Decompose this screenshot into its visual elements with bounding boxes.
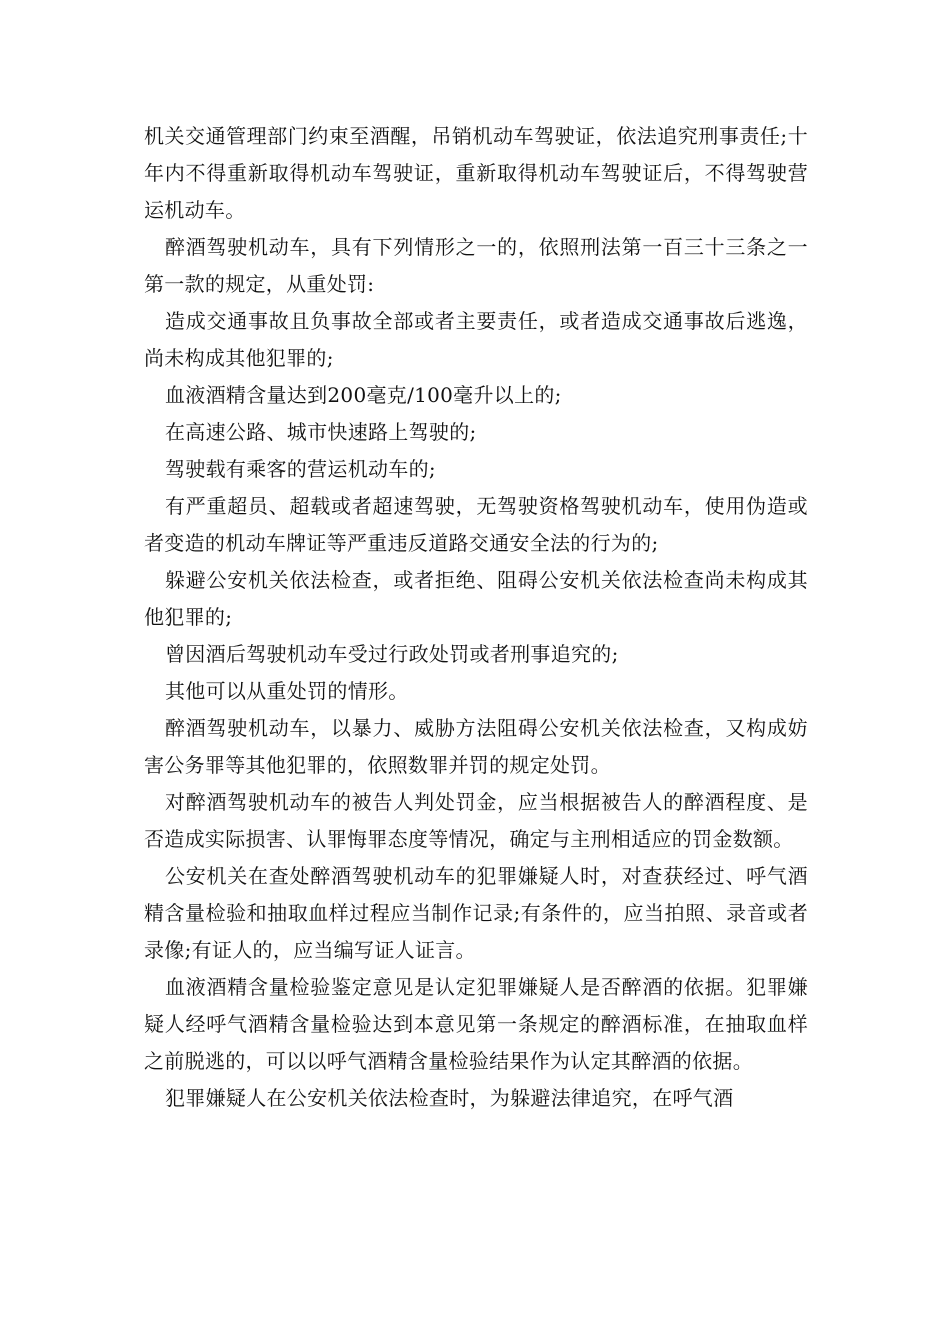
paragraph: 犯罪嫌疑人在公安机关依法检查时，为躲避法律追究，在呼气酒 <box>165 1086 734 1110</box>
paragraph: 在高速公路、城市快速路上驾驶的; <box>165 420 477 444</box>
paragraph: 其他可以从重处罚的情形。 <box>165 679 409 703</box>
paragraph: 醉酒驾驶机动车，以暴力、威胁方法阻碍公安机关依法检查，又构成妨害公务罪等其他犯罪的，依照数罪并罚的规定处罚。 <box>144 716 808 777</box>
paragraph: 曾因酒后驾驶机动车受过行政处罚或者刑事追究的; <box>165 642 619 666</box>
paragraph: 血液酒精含量达到200毫克/100毫升以上的; <box>165 383 562 407</box>
paragraph: 公安机关在查处醉酒驾驶机动车的犯罪嫌疑人时，对查获经过、呼气酒精含量检验和抽取血样过程应当制作记录;有条件的，应当拍照、录音或者录像;有证人的，应当编写证人证言。 <box>144 864 808 962</box>
paragraph: 躲避公安机关依法检查，或者拒绝、阻碍公安机关依法检查尚未构成其他犯罪的; <box>144 568 808 629</box>
paragraph: 驾驶载有乘客的营运机动车的; <box>165 457 436 481</box>
paragraph: 机关交通管理部门约束至酒醒，吊销机动车驾驶证，依法追究刑事责任;十年内不得重新取得机动车驾驶证，重新取得机动车驾驶证后，不得驾驶营运机动车。 <box>144 124 808 222</box>
paragraph: 醉酒驾驶机动车，具有下列情形之一的，依照刑法第一百三十三条之一第一款的规定，从重处罚: <box>144 235 808 296</box>
paragraph: 造成交通事故且负事故全部或者主要责任，或者造成交通事故后逃逸，尚未构成其他犯罪的; <box>144 309 808 370</box>
paragraph: 有严重超员、超载或者超速驾驶，无驾驶资格驾驶机动车，使用伪造或者变造的机动车牌证等严重违反道路交通安全法的行为的; <box>144 494 808 555</box>
paragraph: 对醉酒驾驶机动车的被告人判处罚金，应当根据被告人的醉酒程度、是否造成实际损害、认罪悔罪态度等情况，确定与主刑相适应的罚金数额。 <box>144 790 808 851</box>
document-page <box>144 118 808 1117</box>
paragraph: 血液酒精含量检验鉴定意见是认定犯罪嫌疑人是否醉酒的依据。犯罪嫌疑人经呼气酒精含量检验达到本意见第一条规定的醉酒标准，在抽取血样之前脱逃的，可以以呼气酒精含量检验结果作为认定其醉酒的依据。 <box>144 975 808 1073</box>
